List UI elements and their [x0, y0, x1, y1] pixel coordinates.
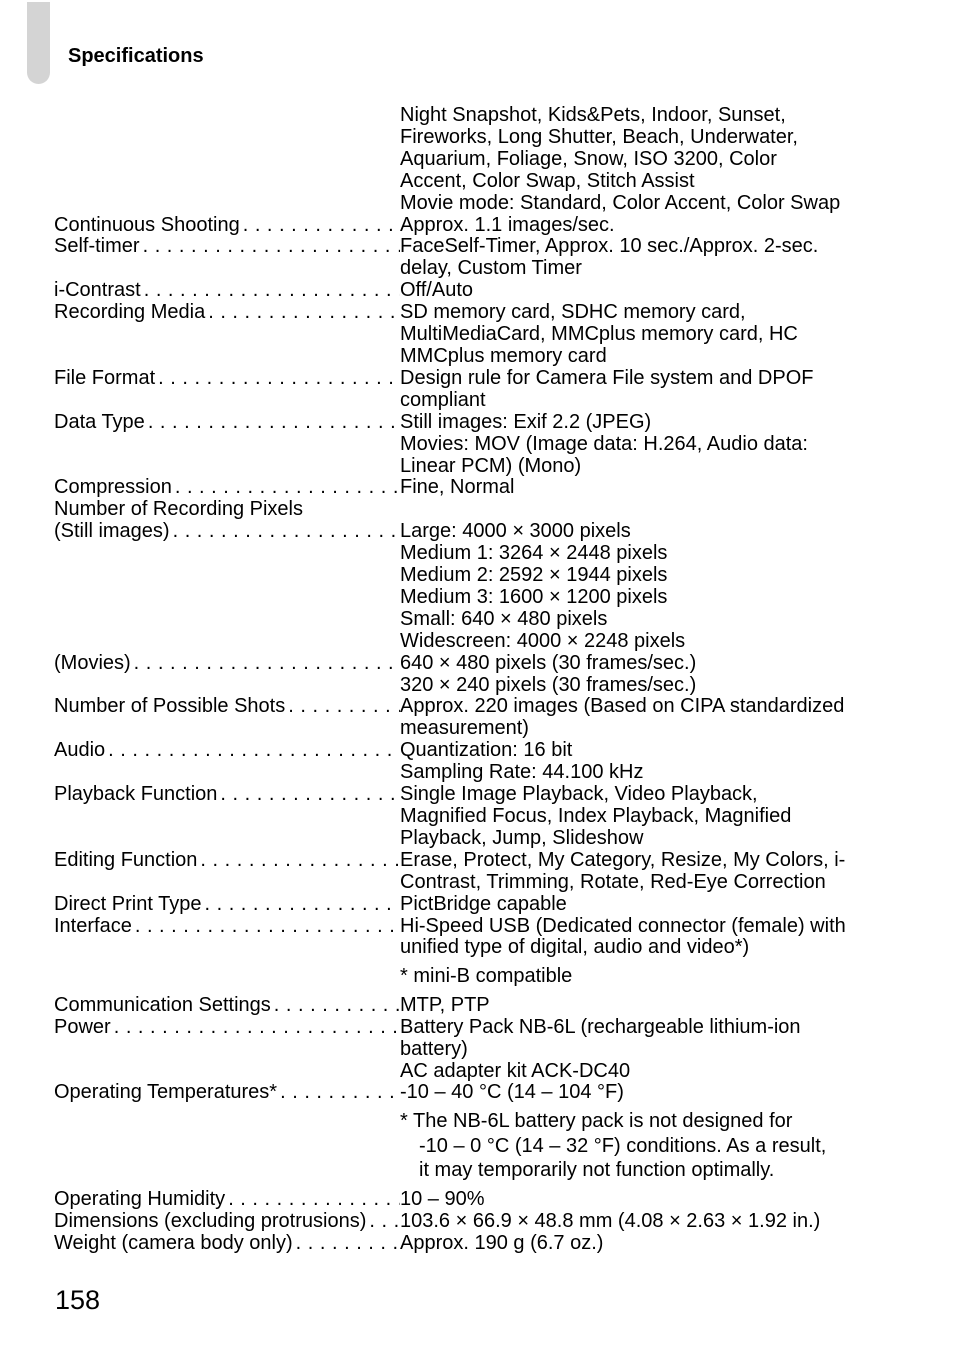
spec-label-text: Power [54, 1016, 111, 1038]
spec-value-line: Still images: Exif 2.2 (JPEG) [400, 410, 652, 433]
spec-value-line: MMCplus memory card [400, 344, 607, 367]
spec-label-text: Compression [54, 477, 172, 499]
spec-label [54, 412, 400, 478]
spec-value-line: Sampling Rate: 44.100 kHz [400, 761, 644, 784]
leader-dots [144, 280, 400, 302]
footnote-line: -10 – 0 °C (14 – 32 °F) conditions. As a result, [419, 1134, 827, 1157]
spec-row [54, 1017, 884, 1083]
spec-label-empty [54, 105, 400, 215]
spec-value-line: Fireworks, Long Shutter, Beach, Underwater, [400, 125, 798, 148]
spec-value-line: measurement) [400, 717, 529, 740]
spec-row [54, 850, 884, 894]
spec-value [400, 1233, 884, 1255]
spec-value-line: Movie mode: Standard, Color Accent, Color Swap [400, 191, 841, 214]
spec-value-line: Single Image Playback, Video Playback, [400, 783, 758, 806]
leader-dots [143, 236, 400, 280]
spec-value [400, 784, 884, 850]
spec-value-line: Approx. 220 images (Based on CIPA standardized [400, 695, 845, 718]
spec-row [54, 653, 884, 697]
spec-value-line: battery) [400, 1037, 468, 1060]
spec-label [54, 850, 400, 894]
leader-dots [280, 1082, 400, 1182]
spec-label-text: Self-timer [54, 236, 140, 258]
spec-value-line: MultiMediaCard, MMCplus memory card, HC [400, 323, 798, 346]
spec-value [400, 850, 884, 894]
spec-label [54, 653, 400, 697]
spec-value-line: SD memory card, SDHC memory card, [400, 301, 746, 324]
spec-row [54, 1082, 884, 1182]
spec-value [400, 696, 884, 740]
spec-value-line: Small: 640 × 480 pixels [400, 607, 608, 630]
spec-label [54, 302, 400, 368]
spec-row [54, 995, 884, 1017]
spec-row [54, 368, 884, 412]
spec-label [54, 696, 400, 740]
spec-value-line: Battery Pack NB-6L (rechargeable lithium-ion [400, 1015, 801, 1038]
leader-dots [175, 477, 400, 499]
spec-label-text: Number of Recording Pixels [54, 499, 303, 521]
chapter-tab-marker [27, 2, 50, 84]
spec-value [400, 1211, 884, 1233]
page-number: 158 [55, 1285, 101, 1315]
spec-label-text: File Format [54, 367, 156, 389]
spec-label [54, 521, 400, 652]
spec-row [54, 215, 884, 237]
spec-value-line: FaceSelf-Timer, Approx. 10 sec./Approx. 2-sec. [400, 235, 819, 258]
spec-value-line: Magnified Focus, Index Playback, Magnified [400, 805, 792, 827]
spec-value-line: -10 – 40 °C (14 – 104 °F) [400, 1081, 624, 1104]
spec-value-line: MTP, PTP [400, 993, 490, 1016]
spec-value-line: Movies: MOV (Image data: H.264, Audio data: [400, 432, 808, 455]
spec-row [54, 412, 884, 478]
spec-value-line: 640 × 480 pixels (30 frames/sec.) [400, 651, 697, 674]
spec-row [54, 477, 884, 499]
spec-label-text: Data Type [54, 411, 145, 433]
spec-value [400, 412, 884, 478]
spec-value-line: 103.6 × 66.9 × 48.8 mm (4.08 × 2.63 × 1.92 in.) [400, 1209, 821, 1232]
spec-label-text: Operating Humidity [54, 1188, 226, 1210]
leader-dots [158, 368, 400, 412]
spec-label [54, 368, 400, 412]
leader-dots [220, 784, 400, 850]
spec-row [54, 236, 884, 280]
leader-dots [114, 1017, 400, 1083]
spec-value-line: Fine, Normal [400, 476, 515, 499]
spec-value-line: Night Snapshot, Kids&Pets, Indoor, Sunset, [400, 104, 786, 126]
leader-dots [208, 302, 400, 368]
leader-dots [200, 850, 400, 894]
spec-row [54, 696, 884, 740]
spec-value-line: 10 – 90% [400, 1187, 485, 1210]
spec-label [54, 477, 400, 499]
spec-value-line: PictBridge capable [400, 892, 567, 915]
spec-value-line: Linear PCM) (Mono) [400, 454, 582, 477]
spec-label [54, 236, 400, 280]
spec-value-line: Medium 2: 2592 × 1944 pixels [400, 564, 668, 587]
spec-value [400, 280, 884, 302]
spec-label [54, 1082, 400, 1182]
spec-value-line: Medium 1: 3264 × 2448 pixels [400, 542, 668, 565]
spec-value [400, 1189, 884, 1211]
leader-dots [288, 696, 400, 740]
spec-value-line: Playback, Jump, Slideshow [400, 826, 644, 849]
spec-value-line: Design rule for Camera File system and DPOF [400, 366, 814, 389]
spec-label [54, 215, 400, 237]
footnote-line: * The NB-6L battery pack is not designed for [400, 1110, 793, 1133]
spec-label-text: (Still images) [54, 521, 170, 543]
spec-value [400, 1017, 884, 1083]
spec-label [54, 499, 400, 521]
spec-label-text: Operating Temperatures* [54, 1082, 278, 1104]
spec-value [400, 995, 884, 1017]
footnote-line: * mini-B compatible [400, 965, 573, 988]
spec-value [400, 499, 884, 521]
spec-value-line: Medium 3: 1600 × 1200 pixels [400, 585, 668, 608]
spec-label [54, 1017, 400, 1083]
spec-label-text: i-Contrast [54, 280, 141, 302]
spec-row [54, 1211, 884, 1233]
spec-row [54, 302, 884, 368]
spec-label [54, 995, 400, 1017]
spec-label-text: Continuous Shooting [54, 214, 240, 236]
spec-label-text: Dimensions (excluding protrusions) [54, 1210, 367, 1232]
spec-value-line: delay, Custom Timer [400, 257, 582, 280]
leader-dots [274, 995, 400, 1017]
spec-value [400, 215, 884, 237]
spec-row [54, 499, 884, 521]
spec-value-line: Off/Auto [400, 279, 474, 302]
leader-dots [173, 521, 400, 652]
spec-label [54, 1189, 400, 1211]
footnote-line: it may temporarily not function optimally. [419, 1159, 775, 1182]
spec-value-line: Aquarium, Foliage, Snow, ISO 3200, Color [400, 147, 777, 170]
spec-row [54, 1233, 884, 1255]
spec-label-text: Communication Settings [54, 994, 271, 1016]
spec-value-line: Accent, Color Swap, Stitch Assist [400, 169, 695, 192]
spec-label-text: Direct Print Type [54, 893, 202, 915]
spec-label [54, 1211, 400, 1233]
spec-label [54, 894, 400, 916]
spec-value-line: 320 × 240 pixels (30 frames/sec.) [400, 673, 697, 696]
spec-row [54, 916, 884, 989]
spec-label-text: Playback Function [54, 784, 218, 806]
spec-value-line: compliant [400, 388, 486, 411]
spec-value-line: Widescreen: 4000 × 2248 pixels [400, 629, 686, 652]
spec-value [400, 368, 884, 412]
spec-value-line: Approx. 1.1 images/sec. [400, 213, 615, 236]
spec-value [400, 477, 884, 499]
spec-label [54, 916, 400, 989]
spec-label-text: Recording Media [54, 302, 206, 324]
spec-value-line: Hi-Speed USB (Dedicated connector (female) with [400, 914, 846, 937]
leader-dots [243, 215, 400, 237]
leader-dots [204, 894, 400, 916]
leader-dots [369, 1211, 400, 1233]
spec-label-text: Editing Function [54, 849, 198, 871]
spec-value-line: Erase, Protect, My Category, Resize, My Colors, i- [400, 848, 846, 871]
spec-label-text: Number of Possible Shots [54, 696, 286, 718]
spec-row [54, 784, 884, 850]
spec-label [54, 740, 400, 784]
spec-row-continuation [54, 105, 884, 215]
leader-dots [228, 1189, 400, 1211]
specifications-table [54, 105, 884, 1255]
spec-row [54, 740, 884, 784]
spec-label [54, 280, 400, 302]
spec-label-text: Weight (camera body only) [54, 1232, 293, 1254]
spec-row [54, 894, 884, 916]
spec-value-line: AC adapter kit ACK-DC40 [400, 1059, 631, 1082]
leader-dots [135, 916, 400, 989]
spec-value [400, 916, 884, 989]
spec-value [400, 302, 884, 368]
spec-value [400, 521, 884, 652]
spec-value [400, 1082, 884, 1182]
spec-value-line: Quantization: 16 bit [400, 739, 573, 762]
spec-label-text: Interface [54, 915, 132, 937]
spec-value-line: unified type of digital, audio and video*) [400, 936, 750, 959]
spec-row [54, 280, 884, 302]
leader-dots [296, 1233, 400, 1255]
spec-value-line: Contrast, Trimming, Rotate, Red-Eye Correction [400, 870, 826, 893]
spec-value [400, 740, 884, 784]
section-title: Specifications [68, 45, 204, 67]
spec-row [54, 521, 884, 652]
spec-label-text: (Movies) [54, 652, 131, 674]
spec-label [54, 784, 400, 850]
spec-value-line: Approx. 190 g (6.7 oz.) [400, 1231, 604, 1254]
spec-label-text: Audio [54, 740, 106, 762]
spec-row [54, 1189, 884, 1211]
spec-value [400, 105, 884, 215]
leader-dots [148, 412, 400, 478]
spec-label [54, 1233, 400, 1255]
spec-value [400, 894, 884, 916]
spec-value-line: Large: 4000 × 3000 pixels [400, 520, 631, 543]
spec-value [400, 653, 884, 697]
leader-dots [108, 740, 400, 784]
leader-dots [134, 653, 400, 697]
spec-value [400, 236, 884, 280]
